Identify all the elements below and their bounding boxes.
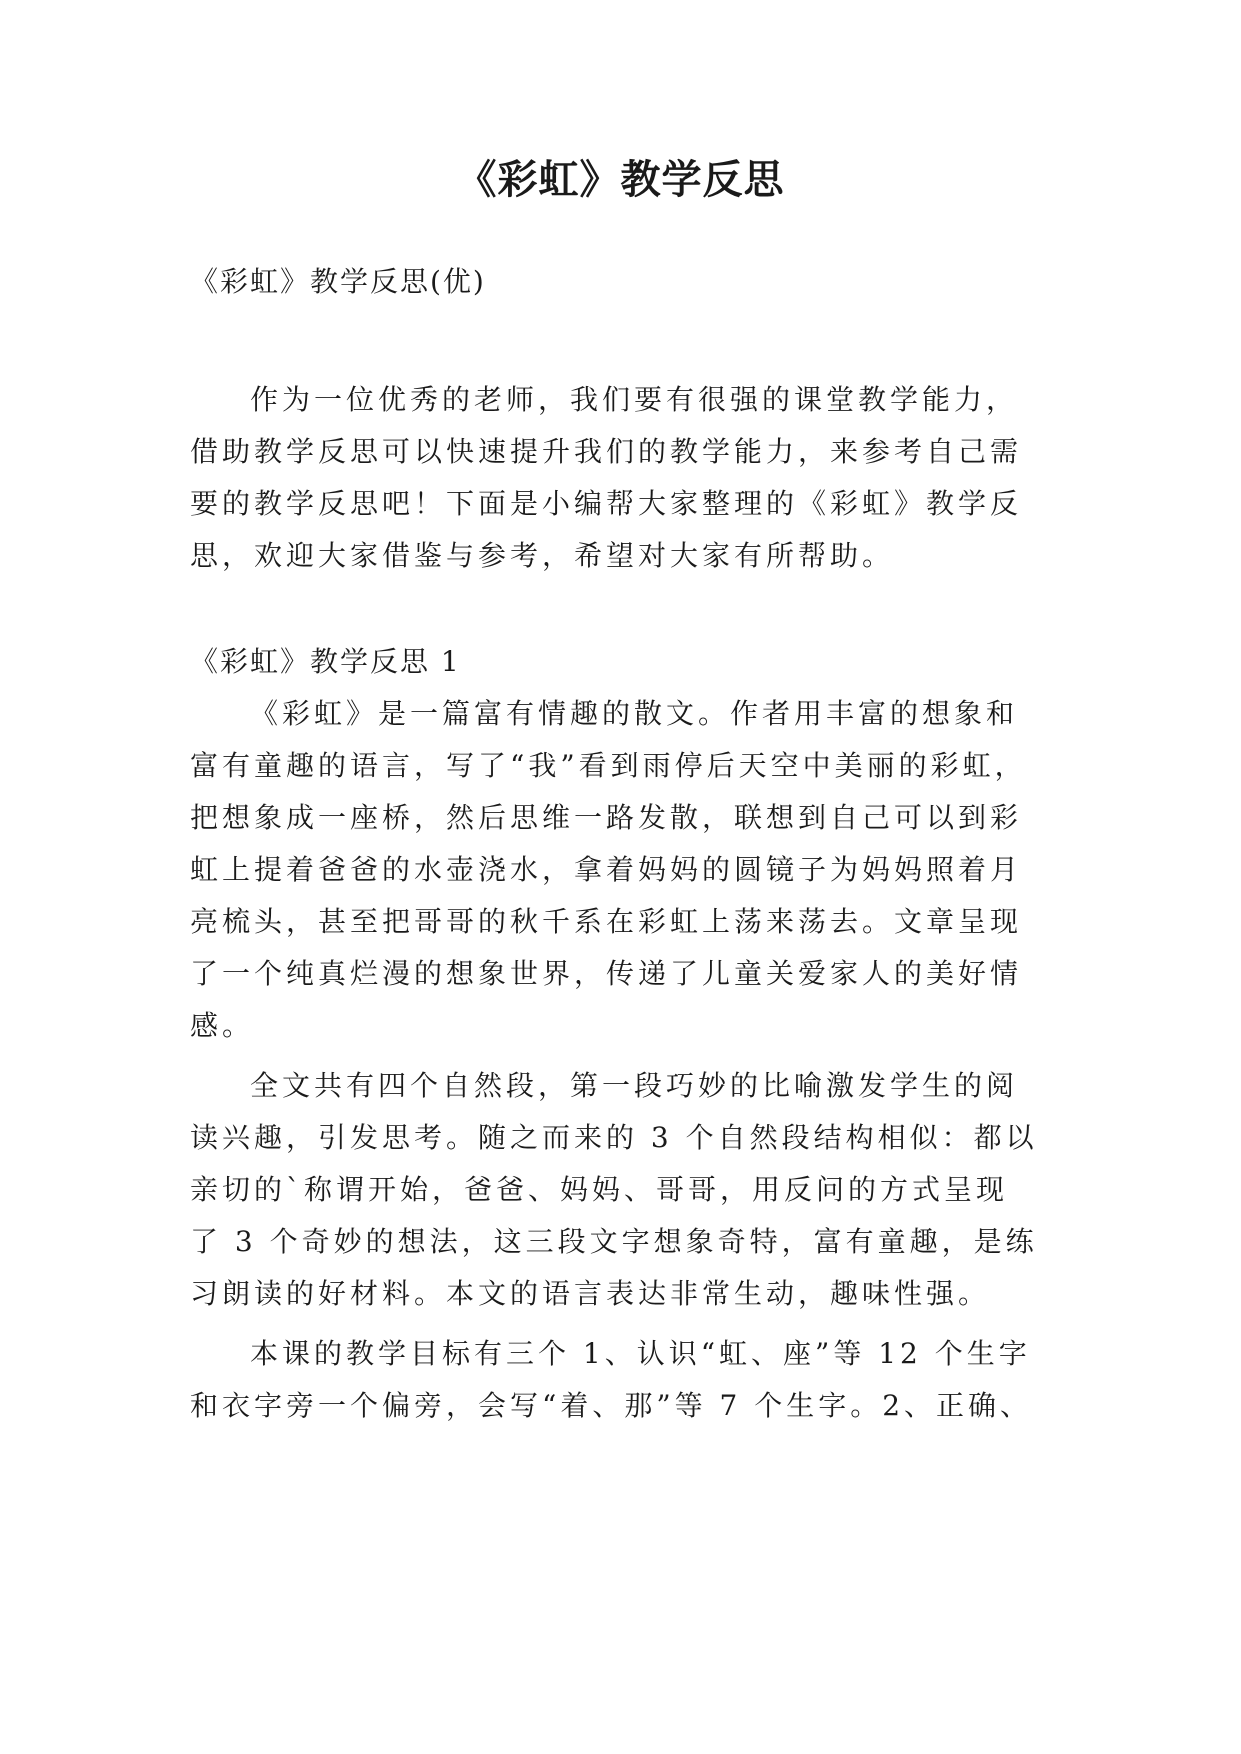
body-line: 和衣字旁一个偏旁，会写“着、那”等 7 个生字。2、正确、 — [190, 1389, 1033, 1422]
body-line: 感。 — [190, 1009, 255, 1042]
body-line: 了一个纯真烂漫的想象世界，传递了儿童关爱家人的美好情 — [190, 957, 1023, 990]
body-line: 把想象成一座桥，然后思维一路发散，联想到自己可以到彩 — [190, 801, 1023, 834]
body-line: 亮梳头，甚至把哥哥的秋千系在彩虹上荡来荡去。文章呈现 — [190, 905, 1023, 938]
body-line: 全文共有四个自然段，第一段巧妙的比喻激发学生的阅 — [250, 1069, 1019, 1102]
body-line: 《彩虹》是一篇富有情趣的散文。作者用丰富的想象和 — [250, 697, 1019, 730]
intro-line: 要的教学反思吧！下面是小编帮大家整理的《彩虹》教学反 — [190, 487, 1023, 520]
body-line: 了 3 个奇妙的想法，这三段文字想象奇特，富有童趣，是练 — [190, 1225, 1038, 1258]
intro-line: 思，欢迎大家借鉴与参考，希望对大家有所帮助。 — [190, 539, 895, 572]
section-heading: 《彩虹》教学反思 1 — [190, 645, 461, 678]
body-line: 本课的教学目标有三个 1、认识“虹、座”等 12 个生字 — [250, 1337, 1031, 1370]
document-title: 《彩虹》教学反思 — [456, 157, 785, 203]
body-line: 亲切的`称谓开始，爸爸、妈妈、哥哥，用反问的方式呈现 — [190, 1173, 1009, 1206]
intro-line: 作为一位优秀的老师，我们要有很强的课堂教学能力， — [250, 383, 1019, 416]
intro-line: 借助教学反思可以快速提升我们的教学能力，来参考自己需 — [190, 435, 1023, 468]
body-line: 虹上提着爸爸的水壶浇水，拿着妈妈的圆镜子为妈妈照着月 — [190, 853, 1023, 886]
body-line: 读兴趣，引发思考。随之而来的 3 个自然段结构相似：都以 — [190, 1121, 1038, 1154]
body-line: 习朗读的好材料。本文的语言表达非常生动，趣味性强。 — [190, 1277, 991, 1310]
document-subtitle: 《彩虹》教学反思(优) — [190, 265, 486, 298]
body-line: 富有童趣的语言，写了“我”看到雨停后天空中美丽的彩虹， — [190, 749, 1027, 782]
